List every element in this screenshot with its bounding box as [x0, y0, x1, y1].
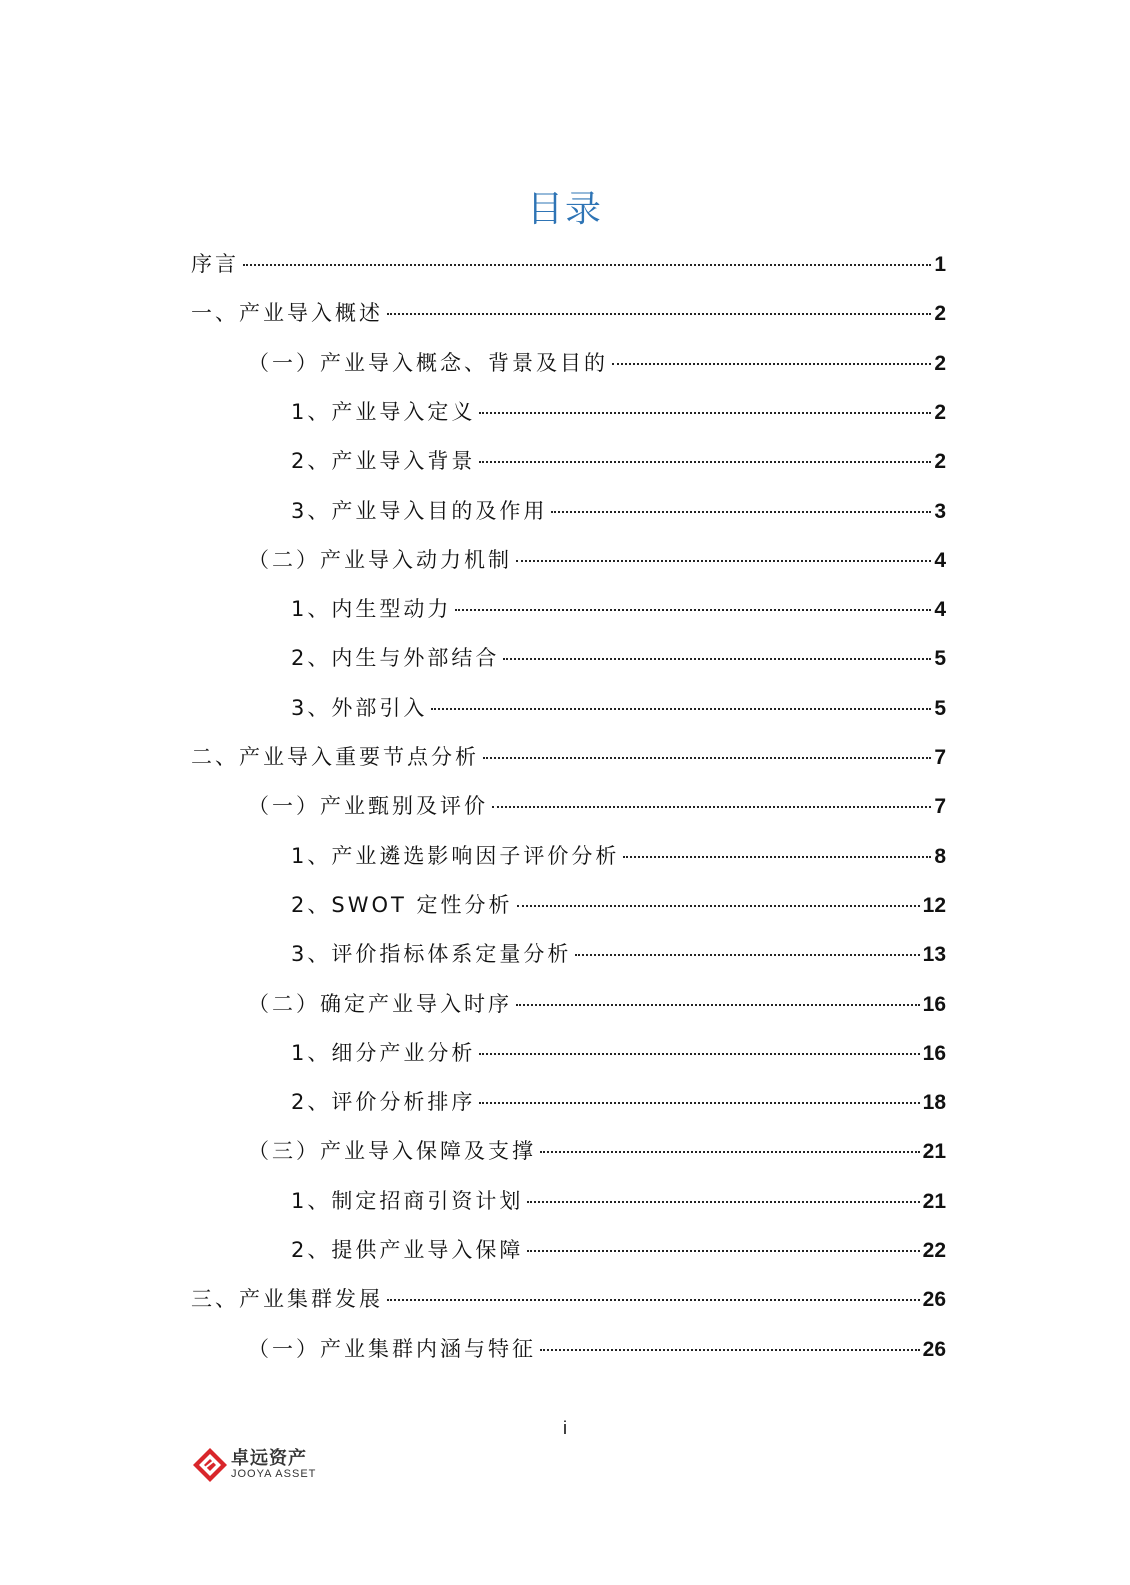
toc-entry[interactable]	[291, 491, 946, 531]
toc-entry-title: 二、产业导入重要节点分析	[191, 745, 479, 769]
toc-leader-dots	[612, 363, 931, 365]
toc-leader-dots	[479, 1053, 919, 1055]
toc-entry-title: 一、产业导入概述	[191, 301, 383, 326]
toc-leader-dots	[479, 412, 931, 414]
toc-leader-dots	[455, 609, 931, 611]
toc-entry-page: 5	[934, 647, 946, 671]
toc-entry-title: 1、细分产业分析	[291, 1040, 476, 1065]
toc-leader-dots	[516, 560, 931, 562]
toc-entry-title: 三、产业集群发展	[191, 1287, 383, 1312]
toc-entry-page: 5	[934, 696, 946, 720]
toc-entry[interactable]	[291, 688, 946, 728]
toc-entry[interactable]	[191, 737, 946, 777]
toc-entry[interactable]	[248, 540, 946, 580]
toc-entry-title: 3、外部引入	[291, 695, 428, 720]
toc-entry-title: 3、产业导入目的及作用	[291, 498, 548, 523]
toc-entry[interactable]	[248, 1131, 946, 1171]
toc-entry[interactable]	[291, 934, 946, 974]
toc-leader-dots	[503, 658, 931, 660]
toc-entry-title: 2、SWOT 定性分析	[291, 892, 513, 917]
toc-entry[interactable]	[291, 1033, 946, 1073]
toc-entry-page: 2	[934, 450, 946, 474]
toc-leader-dots	[516, 1004, 920, 1006]
toc-entry-page: 7	[934, 795, 946, 819]
toc-leader-dots	[387, 1299, 920, 1301]
toc-entry-page: 16	[922, 1041, 946, 1065]
toc-entry-title: 1、内生型动力	[291, 597, 452, 622]
toc-entry-page: 21	[922, 1140, 946, 1164]
toc-entry[interactable]	[291, 638, 946, 678]
toc-entry[interactable]	[291, 589, 946, 629]
toc-entry-title: 2、提供产业导入保障	[291, 1238, 524, 1262]
toc-entry[interactable]	[191, 293, 946, 333]
page-number: i	[563, 1418, 567, 1438]
logo-name-cn: 卓远资产	[231, 1448, 307, 1469]
toc-entry-title: （一）产业导入概念、背景及目的	[248, 350, 608, 375]
toc-entry-page: 21	[922, 1189, 946, 1213]
toc-entry-page: 22	[922, 1239, 946, 1262]
toc-entry-page: 12	[922, 893, 946, 917]
toc-entry-title: 2、内生与外部结合	[291, 646, 500, 671]
toc-entry-page: 4	[934, 548, 946, 572]
logo-mark-icon	[191, 1446, 229, 1484]
toc-entry[interactable]	[291, 885, 946, 925]
toc-entry-title: （二）确定产业导入时序	[248, 991, 512, 1016]
toc-entry-title: 2、产业导入背景	[291, 449, 476, 474]
toc-entry-page: 16	[922, 992, 946, 1016]
toc-entry-title: （三）产业导入保障及支撑	[248, 1139, 536, 1164]
toc-entry-page: 2	[934, 351, 946, 375]
toc-entry-title: 1、产业遴选影响因子评价分析	[291, 843, 620, 868]
toc-leader-dots	[540, 1151, 920, 1153]
toc-entry-title: 3、评价指标体系定量分析	[291, 942, 572, 967]
toc-entry-title: 序言	[191, 252, 239, 276]
toc-leader-dots	[387, 313, 931, 315]
toc-entry-title: 1、制定招商引资计划	[291, 1188, 524, 1213]
toc-leader-dots	[623, 856, 931, 858]
toc-entry-page: 26	[922, 1337, 946, 1361]
toc-leader-dots	[483, 757, 931, 759]
toc-entry[interactable]	[291, 1230, 946, 1270]
toc-leader-dots	[243, 264, 931, 266]
toc-entry-page: 7	[934, 746, 946, 769]
toc-leader-dots	[527, 1201, 919, 1203]
toc-entry-title: （二）产业导入动力机制	[248, 547, 512, 572]
toc-leader-dots	[540, 1349, 920, 1351]
toc-entry-page: 3	[934, 499, 946, 523]
toc-leader-dots	[517, 905, 920, 907]
toc-entry-title: 2、评价分析排序	[291, 1090, 476, 1115]
toc-entry-page: 18	[922, 1091, 946, 1115]
toc-entry[interactable]	[191, 1279, 946, 1319]
toc-entry[interactable]	[248, 786, 946, 826]
toc-leader-dots	[479, 1102, 919, 1104]
toc-entry-page: 13	[922, 943, 946, 967]
toc-entry[interactable]	[248, 1329, 946, 1369]
toc-entry-title: （一）产业甄别及评价	[248, 794, 488, 819]
toc-leader-dots	[431, 708, 931, 710]
toc-entry-title: （一）产业集群内涵与特征	[248, 1336, 536, 1361]
toc-leader-dots	[492, 806, 931, 808]
toc-entry[interactable]	[291, 836, 946, 876]
logo-name-en: JOOYA ASSET	[231, 1468, 317, 1480]
toc-entry-page: 2	[934, 302, 946, 326]
toc-entry[interactable]	[248, 343, 946, 383]
toc-entry[interactable]	[291, 392, 946, 432]
toc-entry[interactable]	[291, 1181, 946, 1221]
toc-entry-title: 1、产业导入定义	[291, 399, 476, 424]
toc-entry[interactable]	[191, 244, 946, 284]
toc-entry-page: 26	[922, 1288, 946, 1312]
page-title: 目录	[526, 189, 603, 230]
toc-entry[interactable]	[248, 984, 946, 1024]
toc-entry-page: 8	[934, 844, 946, 868]
toc-leader-dots	[551, 511, 931, 513]
toc-leader-dots	[479, 461, 931, 463]
toc-entry[interactable]	[291, 1082, 946, 1122]
toc-entry-page: 4	[934, 598, 946, 622]
toc-entry-page: 2	[934, 400, 946, 424]
toc-entry[interactable]	[291, 441, 946, 481]
company-logo	[191, 1440, 331, 1490]
toc-leader-dots	[575, 954, 919, 956]
toc-entry-page: 1	[934, 253, 946, 276]
toc-leader-dots	[527, 1250, 919, 1252]
